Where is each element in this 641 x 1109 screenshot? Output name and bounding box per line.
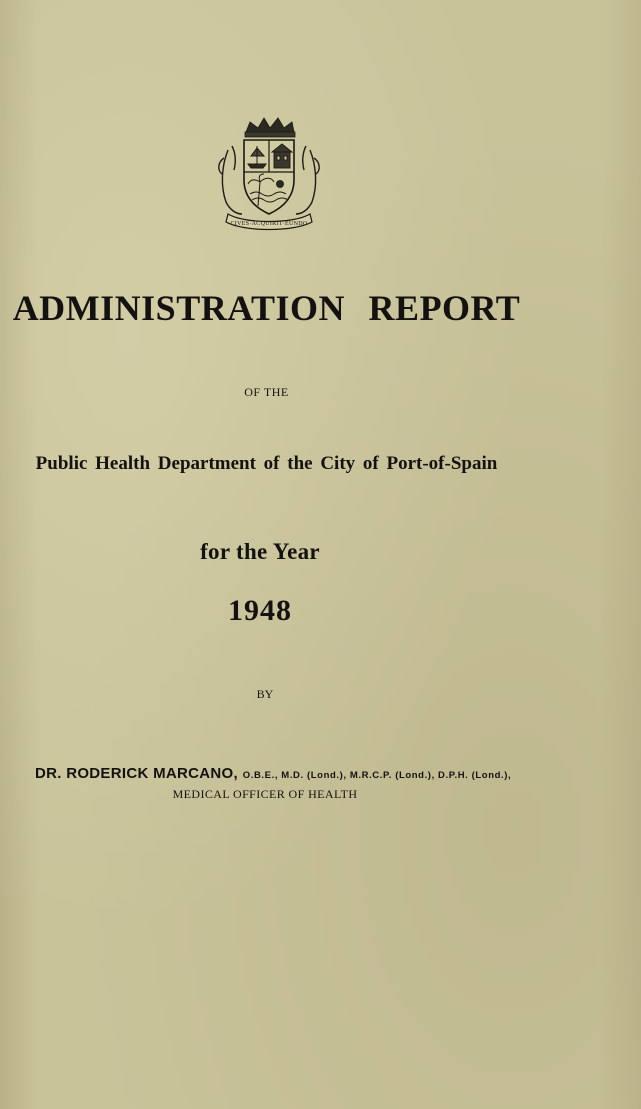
department-name: Public Health Department of the City of Port-of-Spain	[35, 453, 498, 474]
report-year: 1948	[228, 594, 292, 627]
motto-scroll-text: CIVES·ACQUIRIT·EUNDO	[230, 221, 308, 227]
city-coat-of-arms	[214, 110, 324, 235]
year-label: for the Year	[200, 539, 320, 564]
author-line	[35, 765, 535, 783]
of-the-label: OF THE	[244, 385, 289, 399]
author-position: MEDICAL OFFICER OF HEALTH	[172, 787, 358, 801]
author-name: DR. RODERICK MARCANO,	[35, 765, 238, 782]
author-qualifications: O.B.E., M.D. (Lond.), M.R.C.P. (Lond.), D.P.H. (Lond.),	[242, 770, 512, 781]
coat-of-arms-icon	[214, 110, 324, 235]
by-label: BY	[256, 687, 274, 701]
report-title: ADMINISTRATION REPORT	[12, 288, 521, 328]
